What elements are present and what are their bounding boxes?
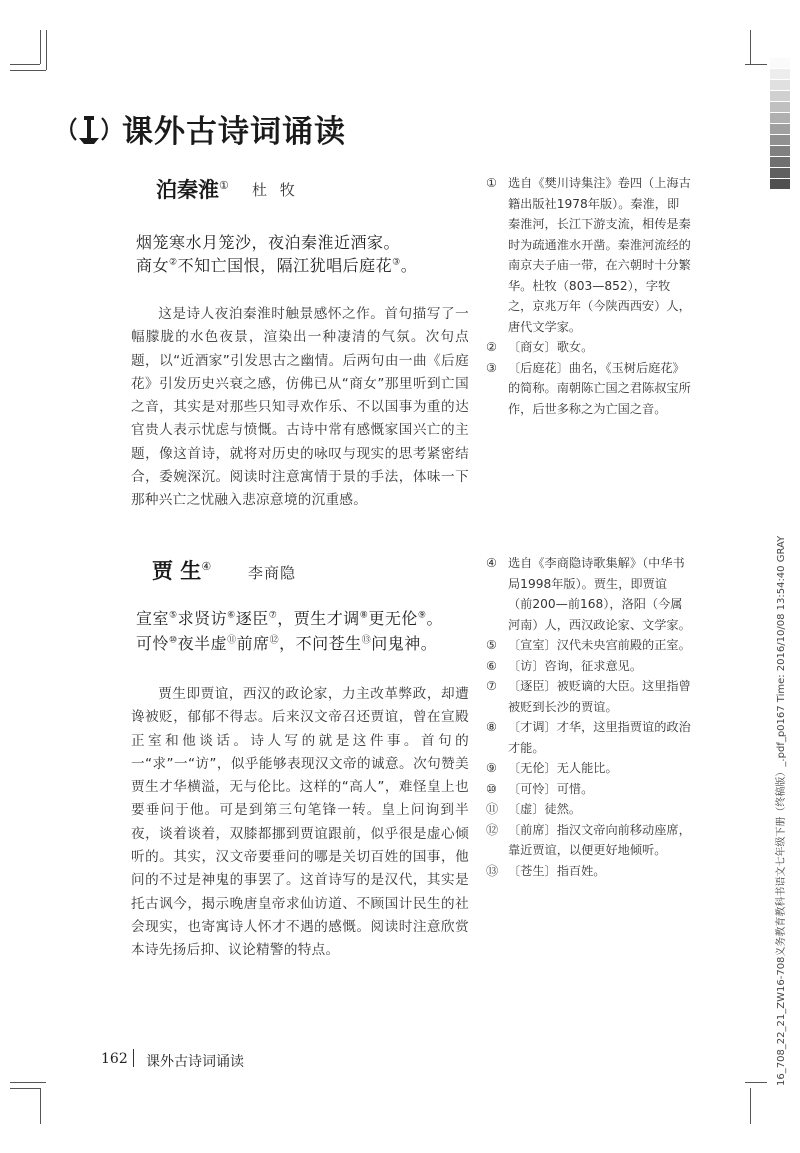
print-info-sidebar: 16_708_22_21_ZW16-708义务教育教科书语文七年级下册（终稿版）_.pdf_p0167 Time: 2016/10/08 13:54:40 GRAY xyxy=(776,535,787,1086)
footnote-marker: ③ xyxy=(392,257,401,268)
poem-title-text: 贾 生 xyxy=(152,558,202,583)
poem-author: 李商隐 xyxy=(248,564,297,582)
footnote-marker: ② xyxy=(169,257,178,268)
poem-commentary: 这是诗人夜泊秦淮时触景感怀之作。首句描写了一幅朦胧的水色夜景，渲染出一种凄清的气氛。次句点题，以“近酒家”引发思古之幽情。后两句由一曲《后庭花》引发历史兴衰之感，仿佛已从“商女”那里听到亡国之音，其实是对那些只知寻欢作乐、不以国事为重的达官贵人表示忧虑与愤慨。古诗中常有感慨家国兴亡的主题，像这首诗，就将对历史的咏叹与现实的思考紧密结合，委婉深沉。阅读时注意寓情于景的手法，体味一下那种兴亡之忧融入悲凉意境的沉重感。 xyxy=(131,306,469,509)
crop-mark xyxy=(40,30,41,64)
footnote: ⑧ 〔才调〕才华，这里指贾谊的政治才能。 xyxy=(486,720,691,755)
footnote: ⑥ 〔访〕咨询，征求意见。 xyxy=(486,658,643,673)
crop-mark xyxy=(745,64,767,65)
poem-verse: 烟笼寒水月笼沙，夜泊秦淮近酒家。 xyxy=(136,233,401,252)
poem-title-text: 泊秦淮 xyxy=(156,177,219,202)
footnote: ⑤ 〔宣室〕汉代未央宫前殿的正室。 xyxy=(486,638,691,652)
footnote-marker: ① xyxy=(219,179,229,192)
crop-mark xyxy=(10,70,46,71)
footnote: ③ 〔后庭花〕曲名，《玉树后庭花》的简称。南朝陈亡国之君陈叔宝所作，后世多称之为亡国之音。 xyxy=(486,360,691,416)
footnote-marker: ④ xyxy=(201,560,212,573)
crop-mark xyxy=(10,1082,46,1083)
crop-mark xyxy=(10,64,40,65)
footnote: ⑪ 〔虚〕徒然。 xyxy=(486,802,582,816)
poem-verse: 可怜⑩夜半虚⑪前席⑫，不问苍生⑬问鬼神。 xyxy=(136,634,438,653)
footnote: ④ 选自《李商隐诗歌集解》（中华书局1998年版）。贾生，即贾谊（前200—前168），洛阳（今属河南）人，西汉政论家、文学家。 xyxy=(486,556,691,632)
footnotes xyxy=(486,173,691,419)
footnote: ⑫ 〔前席〕指汉文帝向前移动座席，靠近贾谊，以便更好地倾听。 xyxy=(486,822,691,857)
section-emblem-icon xyxy=(70,110,108,148)
section-title: 课外古诗词诵读 xyxy=(122,114,346,150)
footnote: ⑦ 〔逐臣〕被贬谪的大臣。这里指曾被贬到长沙的贾谊。 xyxy=(486,679,691,714)
poem-title xyxy=(156,174,229,204)
page-number: 162 xyxy=(101,1051,128,1067)
footnote: ② 〔商女〕歌女。 xyxy=(486,340,594,354)
crop-mark xyxy=(745,1082,767,1083)
gray-scale-strip xyxy=(770,58,790,190)
poem-verse: 商女②不知亡国恨，隔江犹唱后庭花③。 xyxy=(136,256,418,275)
footnote: ⑬ 〔苍生〕指百姓。 xyxy=(486,863,606,878)
poem-author: 杜 牧 xyxy=(252,181,299,199)
footnotes xyxy=(486,553,691,881)
footnote: ⑩ 〔可怜〕可惜。 xyxy=(486,781,594,796)
crop-mark xyxy=(10,1088,40,1089)
footer-divider xyxy=(133,1049,134,1067)
poem-commentary: 贾生即贾谊，西汉的政论家，力主改革弊政，却遭谗被贬，郁郁不得志。后来汉文帝召还贾谊，曾在宣殿正室和他谈话。诗人写的就是这件事。首句的一“求”一“访”，似乎能够表现汉文帝的诚意。次句赞美贾生才华横溢，无与伦比。这样的“高人”，难怪皇上也要垂问于他。可是到第三句笔锋一转。皇上问询到半夜，谈着谈着，双膝都挪到贾谊跟前，似乎很是虚心倾听的。其实，汉文帝要垂问的哪是关切百姓的国事，他问的不过是神鬼的事罢了。这首诗写的是汉代，其实是托古讽今，揭示晚唐皇帝求仙访道、不顾国计民生的社会现实，也寄寓诗人怀才不遇的感慨。阅读时注意欣赏本诗先扬后抑、议论精警的特点。 xyxy=(131,686,469,959)
poem-title xyxy=(152,555,211,585)
footnote: ① 选自《樊川诗集注》卷四（上海古籍出版社1978年版）。秦淮，即秦淮河，长江下游支流，相传是秦时为疏通淮水开凿。秦淮河流经的南京夫子庙一带，在六朝时十分繁华。杜牧（803—852），字牧之，京兆万年（今陕西西安）人，唐代文学家。 xyxy=(486,176,691,334)
crop-mark xyxy=(750,1088,751,1124)
crop-mark xyxy=(46,30,47,70)
footnote: ⑨ 〔无伦〕无人能比。 xyxy=(486,761,618,775)
crop-mark xyxy=(40,1088,41,1124)
crop-mark xyxy=(750,30,751,64)
poem-verse: 宣室⑤求贤访⑥逐臣⑦，贾生才调⑧更无伦⑨。 xyxy=(136,609,443,628)
running-footer: 课外古诗词诵读 xyxy=(146,1054,244,1070)
